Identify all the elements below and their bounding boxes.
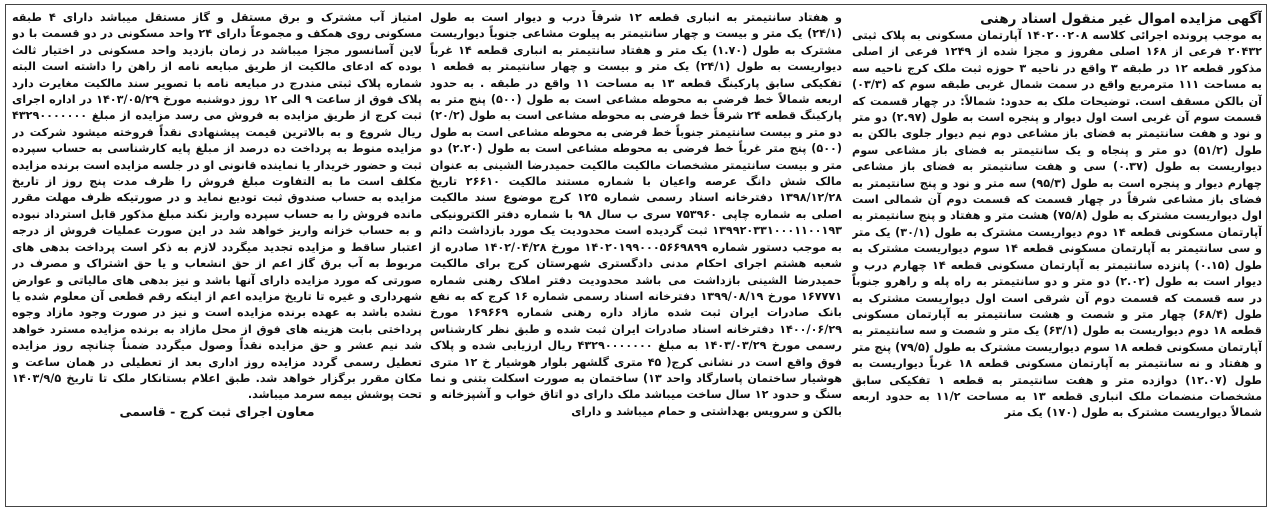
notice-column-1	[852, 10, 1262, 500]
notice-column-3	[12, 10, 422, 500]
notice-column-2-text: و هفتاد سانتیمتر به انباری قطعه ۱۲ شرقاً درب و دیوار است به طول (۲۴/۱) یک متر و بیست و چهار سانتیمتر به پیلوت مشاعی جنوباً دیواریست مشترک به طول (۱.۷۰) یک متر و هفتاد سانتیمتر به انباری قطعه ۱۴ غرباً دیواریست به طول (۲۴/۱) یک متر و بیست و چهار سانتیمتر به قطعه ۱ تفکیکی سابق پارکینگ قطعه ۱۳ به مساحت ۱۱ واقع در طبقه . به حدود اربعه شمالاً خط فرضی به محوطه مشاعی است به طول (۵۰۰) پنج متر به پارکینگ قطعه ۲۴ شرقاً خط فرضی به محوطه مشاعی است به طول (۲۰/۲) دو متر و بیست سانتیمتر جنوباً خط فرضی به محوطه مشاعی است به طول (۵۰۰) پنج متر غرباً خط فرضی به محوطه مشاعی است به طول (۲.۲۰) دو متر و بیست سانتیمتر مشخصات مالکیت مالکیت حمیدرضا الشینی به عنوان مالک شش دانگ عرصه واعیان با شماره مستند مالکیت ۲۶۶۱۰ تاریخ ۱۳۹۸/۱۲/۲۸ دفترخانه اسناد رسمی شماره ۱۲۵ کرج موضوع سند مالکیت اصلی به شماره چاپی ۷۵۳۹۶۰ سری ب سال ۹۸ با شماره دفتر الکترونیکی ۱۳۹۹۲۰۳۳۱۰۰۰۱۱۰۰۱۹۳ ثبت گردیده است محدودیت یک مورد بازداشت دائم به موجب دستور شماره ۱۴۰۲۰۱۹۹۰۰۰۵۶۶۹۸۹۹ مورخ ۱۴۰۲/۰۴/۲۸ صادره از شعبه هشتم اجرای احکام مدنی دادگستری شهرستان کرج برای مالکیت حمیدرضا الشینی بازداشت می باشد محدودیت دفتر املاک رهنی شماره ۱۶۷۷۷۱ مورخ ۱۳۹۹/۰۸/۱۹ دفترخانه اسناد رسمی شماره ۱۶ کرج که به نفع بانک صادرات ایران ثبت شده مازاد داره رهنی شماره ۱۶۹۶۶۹ مورخ ۱۴۰۰/۰۶/۲۹ دفترخانه اسناد صادرات ایران ثبت شده و طبق نظر کارشناس رسمی مورخ ۱۴۰۳/۰۳/۲۹ به مبلغ ۴۳۲۹۰۰۰۰۰۰۰ ریال ارزیابی شده و پلاک فوق واقع است در نشانی کرج( ۴۵ متری گلشهر بلوار هوشیار خ ۱۲ متری هوشیار ساختمان پاسارگاد واحد ۱۳) ساختمان به صورت اسکلت بتنی و نما سنگ و حدود ۱۲ سال ساخت میباشد ملک دارای دو اتاق خواب و آشپزخانه و بالکن و سرویس بهداشتی و حمام میباشد و دارای	[430, 11, 842, 418]
notice-column-3-text: امتیاز آب مشترک و برق مستقل و گاز مستقل میباشد دارای ۴ طبقه مسکونی روی همکف و مجموعاً دارای ۲۴ واحد مسکونی در دو قسمت با دو لاین آسانسور مجزا میباشد در زمان بازدید واحد مسکونی در اختیار ثالث بوده که ادعای مالکیت از طریق مبایعه نامه از راهن را داشته است البته شماره پلاک ثبتی مندرج در مبایعه نامه با تصویر سند مالکیت مغایرت دارد پلاک فوق از ساعت ۹ الی ۱۲ روز دوشنبه مورخ ۱۴۰۳/۰۵/۲۹ در اداره اجرای ثبت کرج از طریق مزایده به فروش می رسد مزایده از مبلغ ۴۳۲۹۰۰۰۰۰۰۰ ریال شروع و به بالاترین قیمت پیشنهادی نقداً فروخته میشود شرکت در مزایده منوط به پرداخت ده درصد از مبلغ پایه کارشناسی به حساب سپرده ثبت و حضور خریدار یا نماینده قانونی او در جلسه مزایده است برنده مزایده مکلف است ما به التفاوت مبلغ فروش را ظرف مدت پنج روز از تاریخ مزایده به حساب صندوق ثبت تودیع نماید و در صورتیکه ظرف مهلت مقرر مانده فروش را به حساب سپرده واریز نکند مبلغ مذکور قابل استرداد نبوده و به حساب خزانه واریز خواهد شد در این صورت عملیات فروش از درجه اعتبار ساقط و مزایده تجدید میگردد لازم به ذکر است پرداخت بدهی های مربوط به آب برق گاز اعم از حق انشعاب و یا حق اشتراک و مصرف در صورتی که مورد مزایده دارای آنها باشد و نیز بدهی های مالیاتی و عوارض شهرداری و غیره تا تاریخ مزایده اعم از اینکه رقم قطعی آن معلوم شده یا نشده باشد به عهده برنده مزایده است و نیز در صورت وجود مازاد وجوه پرداختی بابت هزینه های فوق از محل مازاد به برنده مزایده مسترد خواهد شد نیم عشر و حق مزایده نقداً وصول میگردد ضمناً چنانچه روز مزایده تعطیل رسمی گردد مزایده روز اداری بعد از تعطیلی در همان ساعت و مکان مقرر برگزار خواهد شد. طبق اعلام بستانکار ملک تا تاریخ ۱۴۰۳/۹/۵ تحت پوشش بیمه سرمد میباشد.	[12, 11, 422, 402]
notice-signature: معاون اجرای ثبت کرج - قاسمی	[119, 403, 315, 419]
notice-column-2	[430, 10, 842, 500]
notice-column-1-text: به موجب پرونده اجرائی کلاسه ۱۴۰۲۰۰۲۰۸ آپارتمان مسکونی به پلاک ثبتی ۲۰۴۳۲ فرعی از ۱۶۸ اصلی مفروز و مجزا شده از ۱۲۴۹ فرعی از اصلی مذکور قطعه ۱۲ در طبقه ۳ واقع در ناحیه ۳ حوزه ثبت ملک کرج ناحیه سه به مساحت ۱۱۱ مترمربع واقع در سمت شمال غربی طبقه سوم که (۰۳/۳) آن بالکن مسقف است. توضیحات ملک به حدود: شمالاً: در چهار قسمت که قسمت سوم آن غربی است اول دیوار و پنجره است به طول (۲.۹۷) دو متر و نود و هفت سانتیمتر به فضای باز مشاعی دوم نیم دیوار جلوی بالکن به طول (۵۱/۲) دو متر و پنجاه و یک سانتیمتر به فضای باز مشاعی سوم دیواریست به طول (۰.۳۷) سی و هفت سانتیمتر به فضای باز مشاعی چهارم دیوار و پنجره است به طول (۹۵/۳) سه متر و نود و پنج سانتیمتر به فضای باز مشاعی شرقاً در چهار قسمت که قسمت دوم آن شمالی است اول دیواریست مشترک به طول (۷۵/۸) هشت متر و هفتاد و پنج سانتیمتر به آپارتمان مسکونی قطعه ۱۴ دوم دیواریست مشترک به طول (۳۰/۱) یک متر و سی سانتیمتر به آپارتمان مسکونی قطعه ۱۴ سوم دیواریست مشترک به طول (۰.۱۵) پانزده سانتیمتر به آپارتمان مسکونی قطعه ۱۴ چهارم درب و دیوار است به طول (۲.۰۲) دو متر و دو سانتیمتر به راه پله و راهرو جنوباً در سه قسمت که قسمت دوم آن شرقی است اول دیواریست مشترک به طول (۶۸/۴) چهار متر و شصت و هشت سانتیمتر به آپارتمان مسکونی قطعه ۱۸ دوم دیواریست به طول (۶۳/۱) یک متر و شصت و سه سانتیمتر به آپارتمان مسکونی قطعه ۱۸ سوم دیواریست مشترک به طول (۷۹/۵) پنج متر و هفتاد و نه سانتیمتر به آپارتمان مسکونی قطعه ۱۸ غرباً دیواریست به طول (۱۲.۰۷) دوازده متر و هفت سانتیمتر به قطعه ۱ تفکیکی سابق مشخصات منضمات ملک انباری قطعه ۱۳ به مساحت ۱۱/۲ به حدود اربعه شمالاً دیواریست مشترک به طول (۱۷۰) یک متر	[852, 29, 1262, 420]
notice-title: آگهی مزایده اموال غیر منقول اسناد رهنی	[980, 11, 1262, 27]
